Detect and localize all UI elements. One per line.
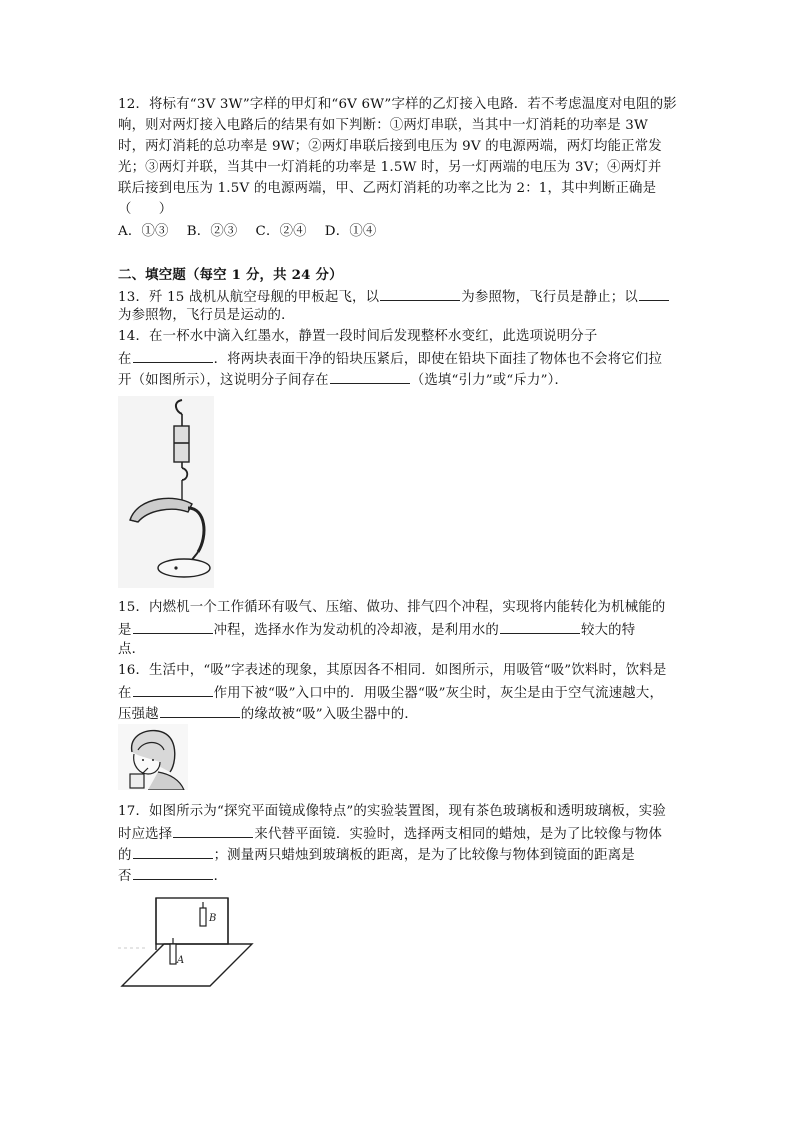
q15-text-2a: 是 — [118, 623, 132, 638]
q15-blank-2[interactable] — [500, 619, 580, 634]
q16-blank-1[interactable] — [133, 682, 213, 697]
q17-blank-2[interactable] — [133, 844, 213, 859]
q14-text-2a: 在 — [118, 352, 132, 367]
q16-text-3b: 的缘故被“吸”入吸尘器中的． — [240, 707, 418, 722]
q14-text-3a: 开（如图所示），这说明分子间存在 — [118, 373, 329, 388]
q17-text-4b: ． — [213, 869, 228, 884]
q16-text-3a: 压强越 — [118, 707, 159, 722]
q17-text-2a: 时应选择 — [118, 827, 173, 842]
q14-text-2b: ．将两块表面干净的铅块压紧后，即使在铅块下面挂了物体也不会将它们拉 — [213, 352, 663, 367]
q15-text-2c: 较大的特 — [581, 623, 636, 638]
q16-line-2 — [118, 682, 663, 704]
q17-line-1: 17．如图所示为“探究平面镜成像特点”的实验装置图，现有茶色玻璃板和透明玻璃板，实验 — [118, 804, 666, 819]
q15-line-2 — [118, 619, 635, 641]
q12-line-3: 时，两灯消耗的总功率是 9W；②两灯串联后接到电压为 9V 的电源两端，两灯均能正常发 — [118, 139, 662, 154]
q16-text-2a: 在 — [118, 686, 132, 701]
candle-b-label: B — [209, 913, 217, 924]
q13-blank-1[interactable] — [380, 286, 460, 301]
q14-text-3b: （选填“引力”或“斥力”）． — [410, 373, 569, 388]
q15-line-3: 点． — [118, 642, 146, 657]
q12-line-4: 光；③两灯并联，当其中一灯消耗的功率是 1.5W 时，另一灯两端的电压为 3V；④两灯并 — [118, 160, 662, 175]
q15-text-2b: 冲程，选择水作为发动机的冷却液，是利用水的 — [213, 623, 499, 638]
q13-text-1a: 13．歼 15 战机从航空母舰的甲板起飞，以 — [118, 290, 380, 305]
q14-blank-2[interactable] — [330, 369, 410, 384]
q17-text-4a: 否 — [118, 869, 132, 884]
q13-blank-2[interactable] — [639, 286, 669, 301]
q16-text-2b: 作用下被“吸”入口中的．用吸尘器“吸”灰尘时，灰尘是由于空气流速越大， — [213, 686, 664, 701]
q14-line-3 — [118, 369, 568, 391]
q12-line-5: 联后接到电压为 1.5V 的电源两端，甲、乙两灯消耗的功率之比为 2：1，其中判断正确是 — [118, 181, 657, 196]
q12-line-6: （ ） — [118, 202, 173, 217]
candle-a-label: A — [177, 955, 185, 966]
q16-line-1: 16．生活中，“吸”字表述的现象，其原因各不相同．如图所示，用吸管“吸”饮料时，饮料是 — [118, 663, 667, 678]
q17-text-3b: ；测量两只蜡烛到玻璃板的距离，是为了比较像与物体到镜面的距离是 — [213, 848, 635, 863]
lead-blocks-lamp-figure — [118, 396, 214, 588]
q13-text-1b: 为参照物，飞行员是静止；以 — [461, 290, 638, 305]
q17-blank-3[interactable] — [133, 865, 213, 880]
q16-blank-2[interactable] — [160, 703, 240, 718]
q13-line-1 — [118, 286, 670, 308]
q17-blank-1[interactable] — [173, 823, 253, 838]
plane-mirror-setup-figure — [118, 890, 254, 990]
q15-blank-1[interactable] — [133, 619, 213, 634]
section-title: 二、填空题（每空 1 分，共 24 分） — [118, 267, 343, 283]
q12-line-1: 12．将标有“3V 3W”字样的甲灯和“6V 6W”字样的乙灯接入电路．若不考虑温度对电阻的影 — [118, 97, 677, 112]
q12-line-2: 响，则对两灯接入电路后的结果有如下判断：①两灯串联，当其中一灯消耗的功率是 3W — [118, 118, 648, 133]
q17-text-3a: 的 — [118, 848, 132, 863]
q12-options: A．①③ B．②③ C．②④ D．①④ — [118, 224, 377, 239]
q17-line-3 — [118, 844, 635, 866]
q13-line-2: 为参照物，飞行员是运动的． — [118, 308, 295, 323]
q14-blank-1[interactable] — [133, 348, 213, 363]
q15-line-1: 15．内燃机一个工作循环有吸气、压缩、做功、排气四个冲程，实现将内能转化为机械能的 — [118, 600, 666, 615]
q17-line-4 — [118, 865, 227, 887]
q14-line-1: 14．在一杯水中滴入红墨水，静置一段时间后发现整杯水变红，此选项说明分子 — [118, 329, 598, 344]
q14-line-2 — [118, 348, 662, 370]
girl-drinking-straw-figure — [118, 724, 188, 790]
q16-line-3 — [118, 703, 418, 725]
q17-line-2 — [118, 823, 662, 845]
q17-text-2b: 来代替平面镜．实验时，选择两支相同的蜡烛，是为了比较像与物体 — [254, 827, 663, 842]
